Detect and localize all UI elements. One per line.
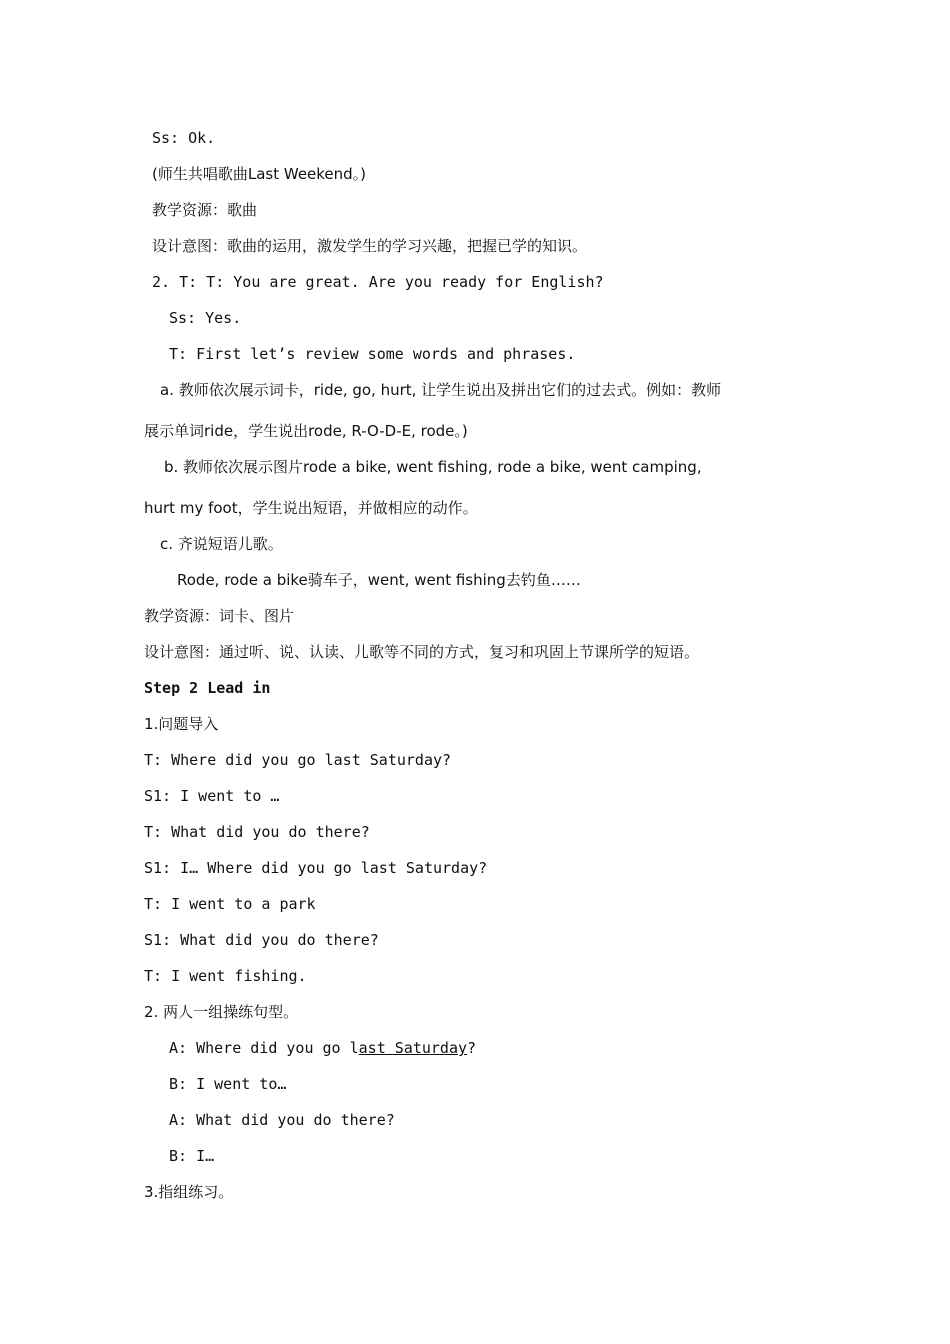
text-line: T: Where did you go last Saturday? xyxy=(144,751,452,769)
text-line: B: I went to… xyxy=(169,1075,287,1093)
text-line: b. 教师依次展示图片rode a bike, went fishing, rode a bike, went camping, xyxy=(164,458,702,476)
text-line: Ss: Ok. xyxy=(152,129,216,147)
text-line: 教学资源：歌曲 xyxy=(152,201,258,219)
text-line: 1.问题导入 xyxy=(144,715,219,733)
text-line: S1: I went to … xyxy=(144,787,280,805)
text-line: 3.指组练习。 xyxy=(144,1183,234,1201)
text-line: hurt my foot，学生说出短语，并做相应的动作。 xyxy=(144,499,478,517)
text-line: (师生共唱歌曲Last Weekend。) xyxy=(152,165,367,183)
text-line: 2. 两人一组操练句型。 xyxy=(144,1003,299,1021)
text-line xyxy=(169,1038,476,1058)
text-line: 设计意图：歌曲的运用，激发学生的学习兴趣，把握已学的知识。 xyxy=(152,237,588,255)
text-line: c. 齐说短语儿歌。 xyxy=(160,535,283,553)
text-line: 2. T: T: You are great. Are you ready for English? xyxy=(152,273,604,291)
text-line: 展示单词ride，学生说出rode, R-O-D-E, rode。) xyxy=(144,422,468,440)
text-line: S1: I… Where did you go last Saturday? xyxy=(144,859,488,877)
text-line: T: I went to a park xyxy=(144,895,316,913)
text-segment: ? xyxy=(467,1039,477,1057)
section-heading: Step 2 Lead in xyxy=(144,679,271,697)
text-line: T: What did you do there? xyxy=(144,823,370,841)
underlined-text: ast Saturday xyxy=(358,1039,468,1057)
text-line: Ss: Yes. xyxy=(169,309,242,327)
text-segment: A: Where did you go l xyxy=(169,1039,359,1057)
text-line: A: What did you do there? xyxy=(169,1111,395,1129)
text-line: a. 教师依次展示词卡，ride, go, hurt, 让学生说出及拼出它们的过去式。例如：教师 xyxy=(160,381,722,399)
text-line: B: I… xyxy=(169,1147,215,1165)
text-line: S1: What did you do there? xyxy=(144,931,379,949)
text-line: 教学资源：词卡、图片 xyxy=(144,607,295,625)
text-line: T: I went fishing. xyxy=(144,967,307,985)
text-line: Rode, rode a bike骑车子，went, went fishing去钓鱼…… xyxy=(177,571,581,589)
text-line: 设计意图：通过听、说、认读、儿歌等不同的方式，复习和巩固上节课所学的短语。 xyxy=(144,643,700,661)
text-line: T: First let’s review some words and phrases. xyxy=(169,345,576,363)
